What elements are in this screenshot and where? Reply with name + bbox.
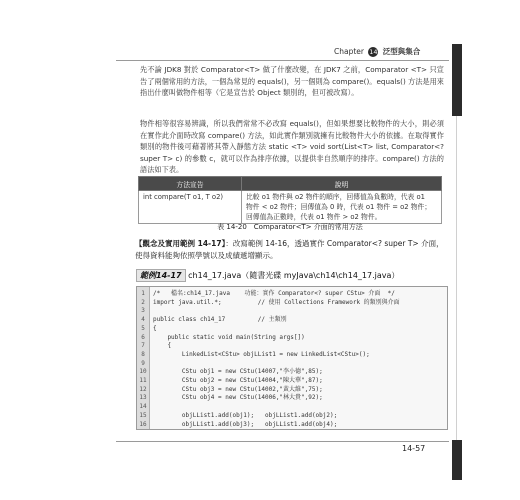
table-caption: 表 14-20 Comparator<T> 介面的常用方法 [217, 223, 363, 231]
example-badge: 範例14-17 [136, 269, 186, 282]
line-number: 15 [139, 411, 147, 419]
desc-line: 回傳值為正數時，代表 o1 物件 > o2 物件。 [246, 213, 382, 221]
line-number: 3 [141, 307, 145, 315]
code-line [137, 350, 447, 359]
desc-line: 比較 o1 物件與 o2 物件的順序，回傳值為負數時，代表 o1 [246, 193, 426, 201]
line-number: 5 [141, 324, 145, 332]
note-lead: 【觀念及實用範例 14-17】 [135, 239, 226, 248]
line-number: 7 [141, 342, 145, 350]
footer-rule [116, 441, 449, 442]
note-text: ：改寫範例 14-16，透過實作 Comparator<? super T> 介面，使得資料能夠依照學號以及成績遞增顯示。 [135, 239, 444, 260]
table-row [139, 191, 442, 224]
chapter-number-badge: 14 [369, 48, 378, 56]
line-number: 4 [141, 316, 145, 324]
code-line [137, 402, 447, 411]
line-number: 6 [141, 333, 145, 341]
code-line [137, 393, 447, 402]
line-number: 10 [139, 368, 147, 376]
example-title: ch14_17.java（隨書光碟 myJava\ch14\ch14_17.java） [188, 271, 400, 280]
table-header-desc: 說明 [242, 177, 442, 191]
body-paragraph-2: 物件相等很容易辨識，所以我們常常不必改寫 equals()，但如果想要比較物件的大小，則必須在實作此介面時改寫 compare() 方法，如此實作類別就擁有比較物件大小的依據。在取得實作類別的物件後可藉著將其帶入靜態方法 static <T> void sort(List<T> list, Comparator<? super T> c) 的參數 c，就可以作為排序依據，以提供非自然順序的排序。compare() 方法的語法如下表。 [140, 119, 444, 174]
code-text: LinkedList<CStu> objLList1 = new LinkedList<CStu>(); [153, 350, 370, 358]
code-line [137, 359, 447, 368]
chapter-word: Chapter [334, 47, 364, 56]
code-text: objLList1.add(obj3); objLList1.add(obj4); [153, 420, 338, 428]
desc-line: 物件 < o2 物件；回傳值為 0 時，代表 o1 物件 = o2 物件； [246, 203, 432, 211]
line-number: 8 [141, 350, 145, 358]
code-text: objLList1.add(obj1); objLList1.add(obj2); [153, 411, 338, 419]
line-number: 1 [141, 290, 145, 297]
table-cell-method: int compare(T o1, T o2) [139, 191, 242, 224]
code-text: public static void main(String args[]) [153, 333, 305, 341]
example-heading [136, 269, 399, 282]
code-line [137, 333, 447, 342]
code-text: CStu obj2 = new CStu(14004,"陳大華",87); [153, 377, 323, 384]
running-header [334, 46, 420, 57]
line-number: 11 [139, 377, 147, 384]
line-number: 13 [139, 394, 147, 402]
code-line [137, 420, 447, 429]
table-header-row [139, 177, 442, 191]
line-number: 14 [139, 403, 147, 411]
code-line [137, 367, 447, 376]
code-line [137, 298, 447, 307]
code-line [137, 289, 447, 298]
code-text: /* 檔名:ch14_17.java 功能：實作 Comparator<? super CStu> 介面 */ [153, 290, 395, 297]
code-line [137, 385, 447, 394]
code-text: import java.util.*; // 使用 Collections Framework 的類別與介面 [153, 298, 400, 306]
line-number: 2 [141, 298, 145, 306]
table-cell-desc [242, 191, 442, 224]
line-number: 16 [139, 420, 147, 428]
header-rule [116, 60, 449, 61]
page-number: 14-57 [402, 444, 426, 453]
code-line [137, 341, 447, 350]
body-paragraph-1: 先不論 JDK8 對於 Comparator<T> 做了什麼改變，在 JDK7 之前，Comparator <T> 只宣告了兩個常用的方法，一個為常見的 equals()，另一個則為 compare()。equals() 方法是用來指出什麼叫做物件相等（它是宣告於 Object 類別的，但可被改寫）。 [140, 65, 444, 97]
line-number: 9 [141, 359, 145, 367]
line-number: 12 [139, 385, 147, 393]
code-text: public class ch14_17 // 主類別 [153, 316, 287, 324]
chapter-title: 泛型與集合 [382, 47, 421, 56]
code-line [137, 306, 447, 315]
code-listing [136, 286, 448, 430]
code-line [137, 411, 447, 420]
code-text: CStu obj1 = new CStu(14007,"李小德",85); [153, 368, 323, 376]
code-text: { [153, 324, 157, 332]
margin-rule [456, 116, 457, 440]
table-header-method: 方法宣告 [139, 177, 242, 191]
chapter-tab-bottom [452, 440, 462, 480]
code-line [137, 376, 447, 385]
code-text: { [153, 342, 172, 350]
example-note [135, 238, 447, 261]
code-line [137, 324, 447, 333]
method-table [138, 176, 442, 224]
code-text: CStu obj4 = new CStu(14006,"林大貴",92); [153, 394, 323, 402]
chapter-tab-top [452, 44, 462, 116]
code-line [137, 315, 447, 324]
code-text: CStu obj3 = new CStu(14002,"黃大維",75); [153, 385, 323, 393]
